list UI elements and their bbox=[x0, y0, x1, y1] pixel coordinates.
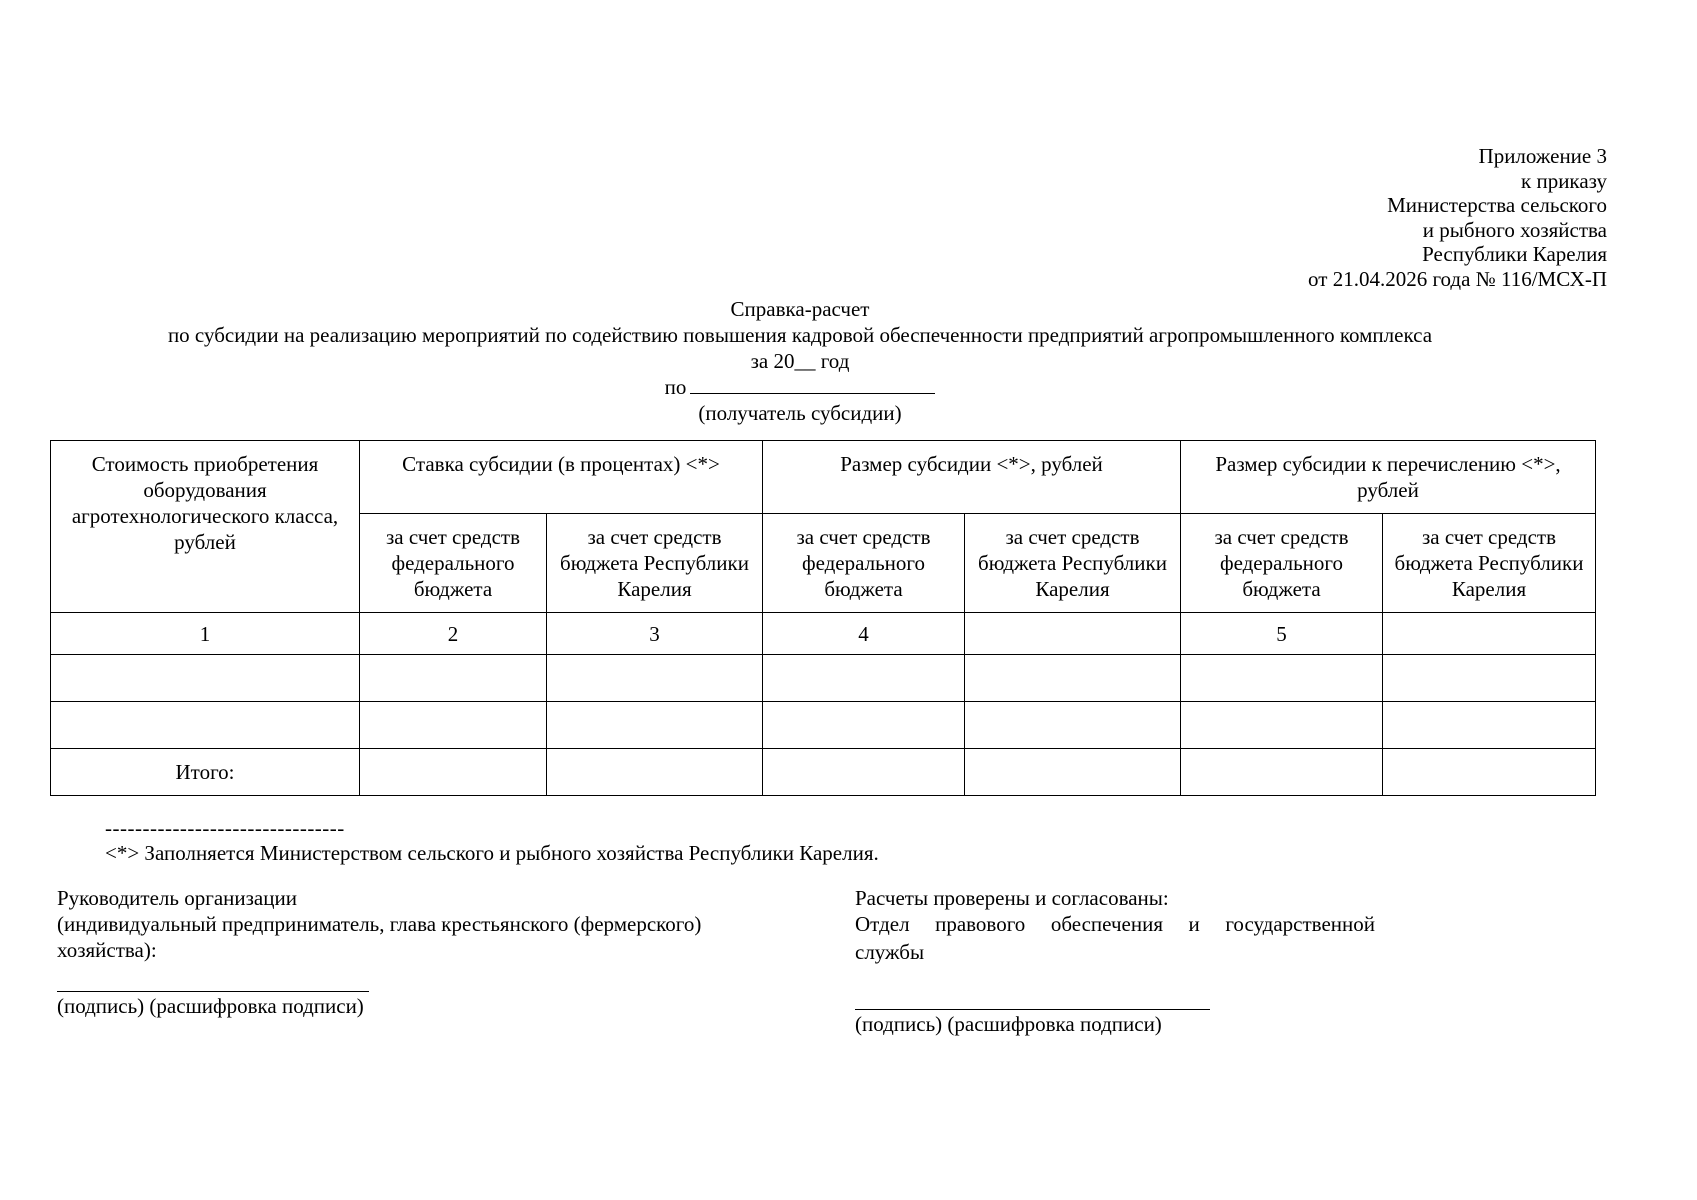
empty-cell[interactable] bbox=[547, 749, 763, 796]
column-number bbox=[965, 613, 1181, 655]
signature-block-ministry bbox=[855, 885, 1375, 1037]
title-period: за 20__ год bbox=[750, 349, 850, 373]
recipient-blank-line bbox=[690, 375, 935, 394]
ministry-department-cont: службы bbox=[855, 940, 925, 964]
subheader-regional: за счет средств бюджета Республики Карелия bbox=[965, 514, 1181, 613]
appendix-line: Приложение 3 bbox=[1478, 144, 1607, 168]
signature-block-applicant bbox=[57, 885, 777, 1019]
recipient-row bbox=[50, 374, 1550, 400]
subheader-federal: за счет средств федерального бюджета bbox=[1181, 514, 1383, 613]
table-header-row bbox=[51, 441, 1596, 514]
subheader-federal: за счет средств федерального бюджета bbox=[763, 514, 965, 613]
header-equipment-cost: Стоимость приобретения оборудования агротехнологического класса, рублей bbox=[51, 441, 360, 613]
table-row bbox=[51, 655, 1596, 702]
signature-caption: (подпись) (расшифровка подписи) bbox=[57, 994, 364, 1018]
signature-caption: (подпись) (расшифровка подписи) bbox=[855, 1012, 1162, 1036]
empty-cell[interactable] bbox=[1383, 749, 1596, 796]
subheader-regional: за счет средств бюджета Республики Карелия bbox=[1383, 514, 1596, 613]
empty-cell[interactable] bbox=[1181, 655, 1383, 702]
footnote-text: <*> Заполняется Министерством сельского и рыбного хозяйства Республики Карелия. bbox=[105, 841, 879, 865]
subheader-regional: за счет средств бюджета Республики Карелия bbox=[547, 514, 763, 613]
appendix-line: Республики Карелия bbox=[1422, 242, 1607, 266]
empty-cell[interactable] bbox=[965, 655, 1181, 702]
empty-cell[interactable] bbox=[360, 655, 547, 702]
appendix-line: к приказу bbox=[1521, 168, 1607, 193]
applicant-subtitle: (индивидуальный предприниматель, глава крестьянского (фермерского) bbox=[57, 912, 702, 936]
empty-cell[interactable] bbox=[763, 702, 965, 749]
header-subsidy-transfer: Размер субсидии к перечислению <*>, рублей bbox=[1181, 441, 1596, 514]
appendix-line: от 21.04.2026 года № 116/МСХ-П bbox=[1308, 266, 1607, 291]
column-number: 2 bbox=[360, 613, 547, 655]
empty-cell[interactable] bbox=[1181, 749, 1383, 796]
footnote-separator: -------------------------------- bbox=[105, 816, 345, 840]
empty-cell[interactable] bbox=[360, 749, 547, 796]
appendix-line: и рыбного хозяйства bbox=[1422, 217, 1607, 242]
column-number-row bbox=[51, 613, 1596, 655]
appendix-line: Министерства сельского bbox=[1387, 193, 1607, 217]
document-title bbox=[50, 296, 1550, 426]
empty-cell[interactable] bbox=[547, 655, 763, 702]
recipient-caption: (получатель субсидии) bbox=[698, 401, 902, 425]
empty-cell[interactable] bbox=[547, 702, 763, 749]
empty-cell[interactable] bbox=[360, 702, 547, 749]
subheader-federal: за счет средств федерального бюджета bbox=[360, 514, 547, 613]
title-subtitle: по субсидии на реализацию мероприятий по содействию повышения кадровой обеспеченности предприятий агропромышленного комплекса bbox=[167, 323, 1433, 347]
empty-cell[interactable] bbox=[763, 655, 965, 702]
appendix-header bbox=[1047, 144, 1607, 291]
empty-cell[interactable] bbox=[965, 749, 1181, 796]
recipient-prefix: по bbox=[664, 375, 687, 399]
footnote bbox=[105, 816, 879, 866]
empty-cell[interactable] bbox=[763, 749, 965, 796]
ministry-approval-title: Расчеты проверены и согласованы: bbox=[855, 886, 1169, 910]
applicant-title: Руководитель организации bbox=[57, 886, 297, 910]
empty-cell[interactable] bbox=[51, 702, 360, 749]
empty-cell[interactable] bbox=[1181, 702, 1383, 749]
column-number: 1 bbox=[51, 613, 360, 655]
total-label: Итого: bbox=[51, 749, 360, 796]
applicant-subtitle-cont: хозяйства): bbox=[57, 938, 157, 962]
table-row bbox=[51, 702, 1596, 749]
title-heading: Справка-расчет bbox=[730, 297, 870, 321]
empty-cell[interactable] bbox=[1383, 655, 1596, 702]
empty-cell[interactable] bbox=[965, 702, 1181, 749]
column-number bbox=[1383, 613, 1596, 655]
ministry-department: Отдел правового обеспечения и государственной bbox=[855, 912, 1375, 936]
header-subsidy-amount: Размер субсидии <*>, рублей bbox=[763, 441, 1181, 514]
column-number: 5 bbox=[1181, 613, 1383, 655]
empty-cell[interactable] bbox=[51, 655, 360, 702]
total-row bbox=[51, 749, 1596, 796]
column-number: 4 bbox=[763, 613, 965, 655]
header-subsidy-rate: Ставка субсидии (в процентах) <*> bbox=[360, 441, 763, 514]
column-number: 3 bbox=[547, 613, 763, 655]
empty-cell[interactable] bbox=[1383, 702, 1596, 749]
calculation-table bbox=[50, 440, 1596, 796]
